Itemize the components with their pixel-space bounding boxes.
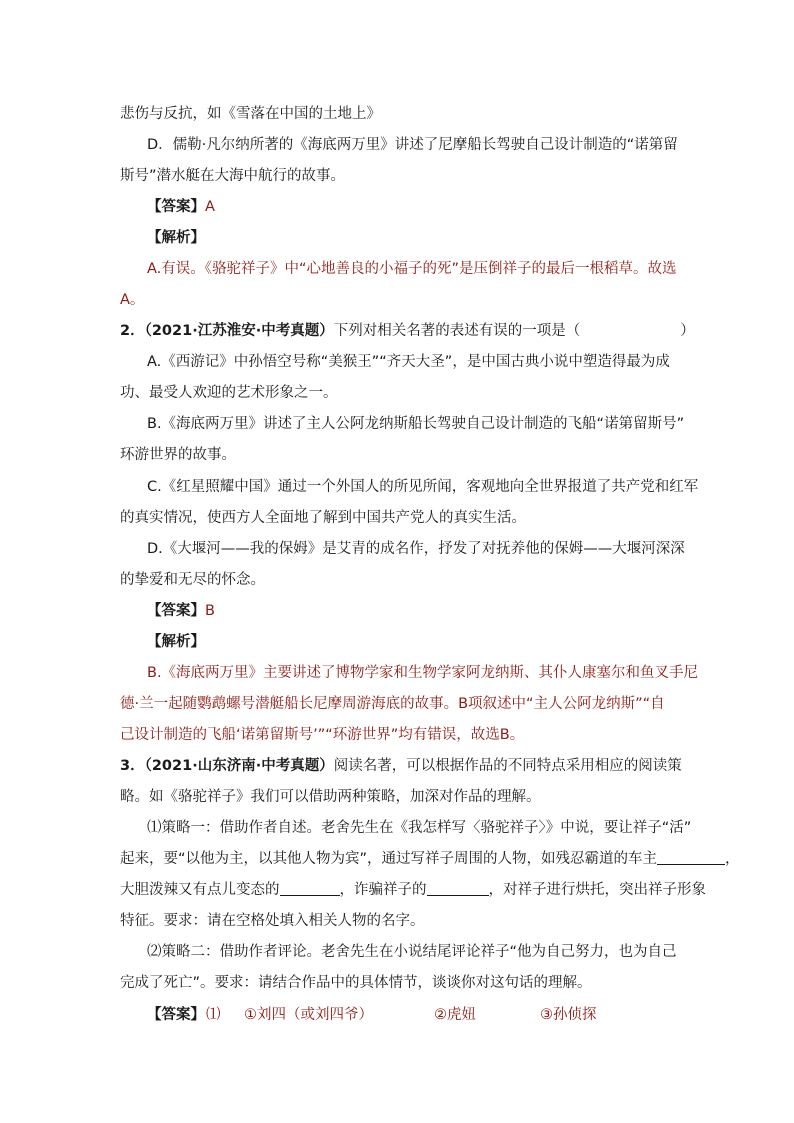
option-d: D.《大堰河——我的保姆》是艾青的成名作，抒发了对抚养他的保姆——大堰河深深 [147, 541, 685, 557]
option-d: D．儒勒·凡尔纳所著的《海底两万里》讲述了尼摩船长驾驶自己设计制造的“诺第留 [147, 137, 678, 153]
fill-blank[interactable] [427, 881, 489, 896]
text-line: 环游世界的故事。 [120, 447, 236, 463]
analysis-text: 德·兰一起随鹦鹉螺号潜艇船长尼摩周游海底的故事。B项叙述中“主人公阿龙纳斯”“自 [120, 696, 665, 712]
analysis-text: 己设计制造的飞船‘诺第留斯号’”“环游世界”均有错误，故选B。 [120, 727, 525, 743]
answer-label: 【答案】 [147, 199, 205, 215]
question-stem: 下列对相关名著的表述有误的一项是（ [333, 323, 581, 339]
analysis-text: B.《海底两万里》主要讲述了博物学家和生物学家阿龙纳斯、其仆人康塞尔和鱼叉手尼 [147, 665, 699, 681]
answer-label: 【答案】 [147, 603, 205, 619]
question-source: 2．（2021·江苏淮安·中考真题） [120, 323, 334, 339]
answer-item: ③孙侦探 [540, 1007, 597, 1023]
option-c: C.《红星照耀中国》通过一个外国人的所见所闻，客观地向全世界报道了共产党和红军 [147, 479, 699, 495]
text-line: 起来，要“以他为主，以其他人物为宾”，通过写祥子周围的人物，如残忍霸道的车主 ， [120, 851, 740, 867]
question-3 [120, 756, 682, 776]
answer-line [147, 601, 215, 621]
question-2 [120, 321, 695, 341]
analysis-text: A。 [120, 292, 145, 308]
strategy-1: ⑴策略一：借助作者自述。老舍先生在《我怎样写〈骆驼祥子〉》中说，要让祥子“活” [147, 820, 692, 836]
analysis-label: 【解析】 [147, 634, 205, 650]
text-line: 特征。要求：请在空格处填入相关人物的名字。 [120, 913, 425, 929]
paren-close: ） [680, 323, 695, 339]
question-stem: 阅读名著，可以根据作品的不同特点采用相应的阅读策 [333, 758, 682, 774]
text-line: 的挚爱和无尽的怀念。 [120, 572, 265, 588]
answer-label: 【答案】 [147, 1007, 205, 1023]
answer-number: ⑴ [206, 1007, 221, 1023]
text-line: 的真实情况，使西方人全面地了解到中国共产党人的真实生活。 [120, 510, 526, 526]
answer-value: A [205, 199, 215, 215]
text-line: 略。如《骆驼祥子》我们可以借助两种策略，加深对作品的理解。 [120, 789, 541, 805]
question-source: 3．（2021·山东济南·中考真题） [120, 758, 334, 774]
analysis-text: A.有误。《骆驼祥子》中“心地善良的小福子的死”是压倒祥子的最后一根稻草。故选 [147, 261, 677, 277]
text-line: 斯号”潜水艇在大海中航行的故事。 [120, 168, 346, 184]
option-a: A.《西游记》中孙悟空号称“美猴王”“齐天大圣”，是中国古典小说中塑造得最为成 [147, 354, 670, 370]
text-line: 大胆泼辣又有点儿变态的 ，诈骗祥子的 ，对祥子进行烘托，突出祥子形象 [120, 882, 706, 898]
strategy-2: ⑵策略二：借助作者评论。老舍先生在小说结尾评论祥子“他为自己努力，也为自己 [147, 944, 677, 960]
text-line: 完成了死亡”。要求：请结合作品中的具体情节，谈谈你对这句话的理解。 [120, 975, 592, 991]
text-line: 悲伤与反抗，如《雪落在中国的土地上》 [120, 106, 381, 122]
answer-item: ①刘四（或刘四爷） [244, 1007, 373, 1023]
fill-blank[interactable] [280, 881, 340, 896]
analysis-label: 【解析】 [147, 230, 205, 246]
option-b: B.《海底两万里》讲述了主人公阿龙纳斯船长驾驶自己设计制造的飞船“诺第留斯号” [147, 416, 685, 432]
answer-value: B [205, 603, 215, 619]
answer-line [147, 197, 215, 217]
fill-blank[interactable] [657, 850, 725, 865]
answer-item: ②虎妞 [434, 1007, 476, 1023]
text-line: 功、最受人欢迎的艺术形象之一。 [120, 385, 338, 401]
